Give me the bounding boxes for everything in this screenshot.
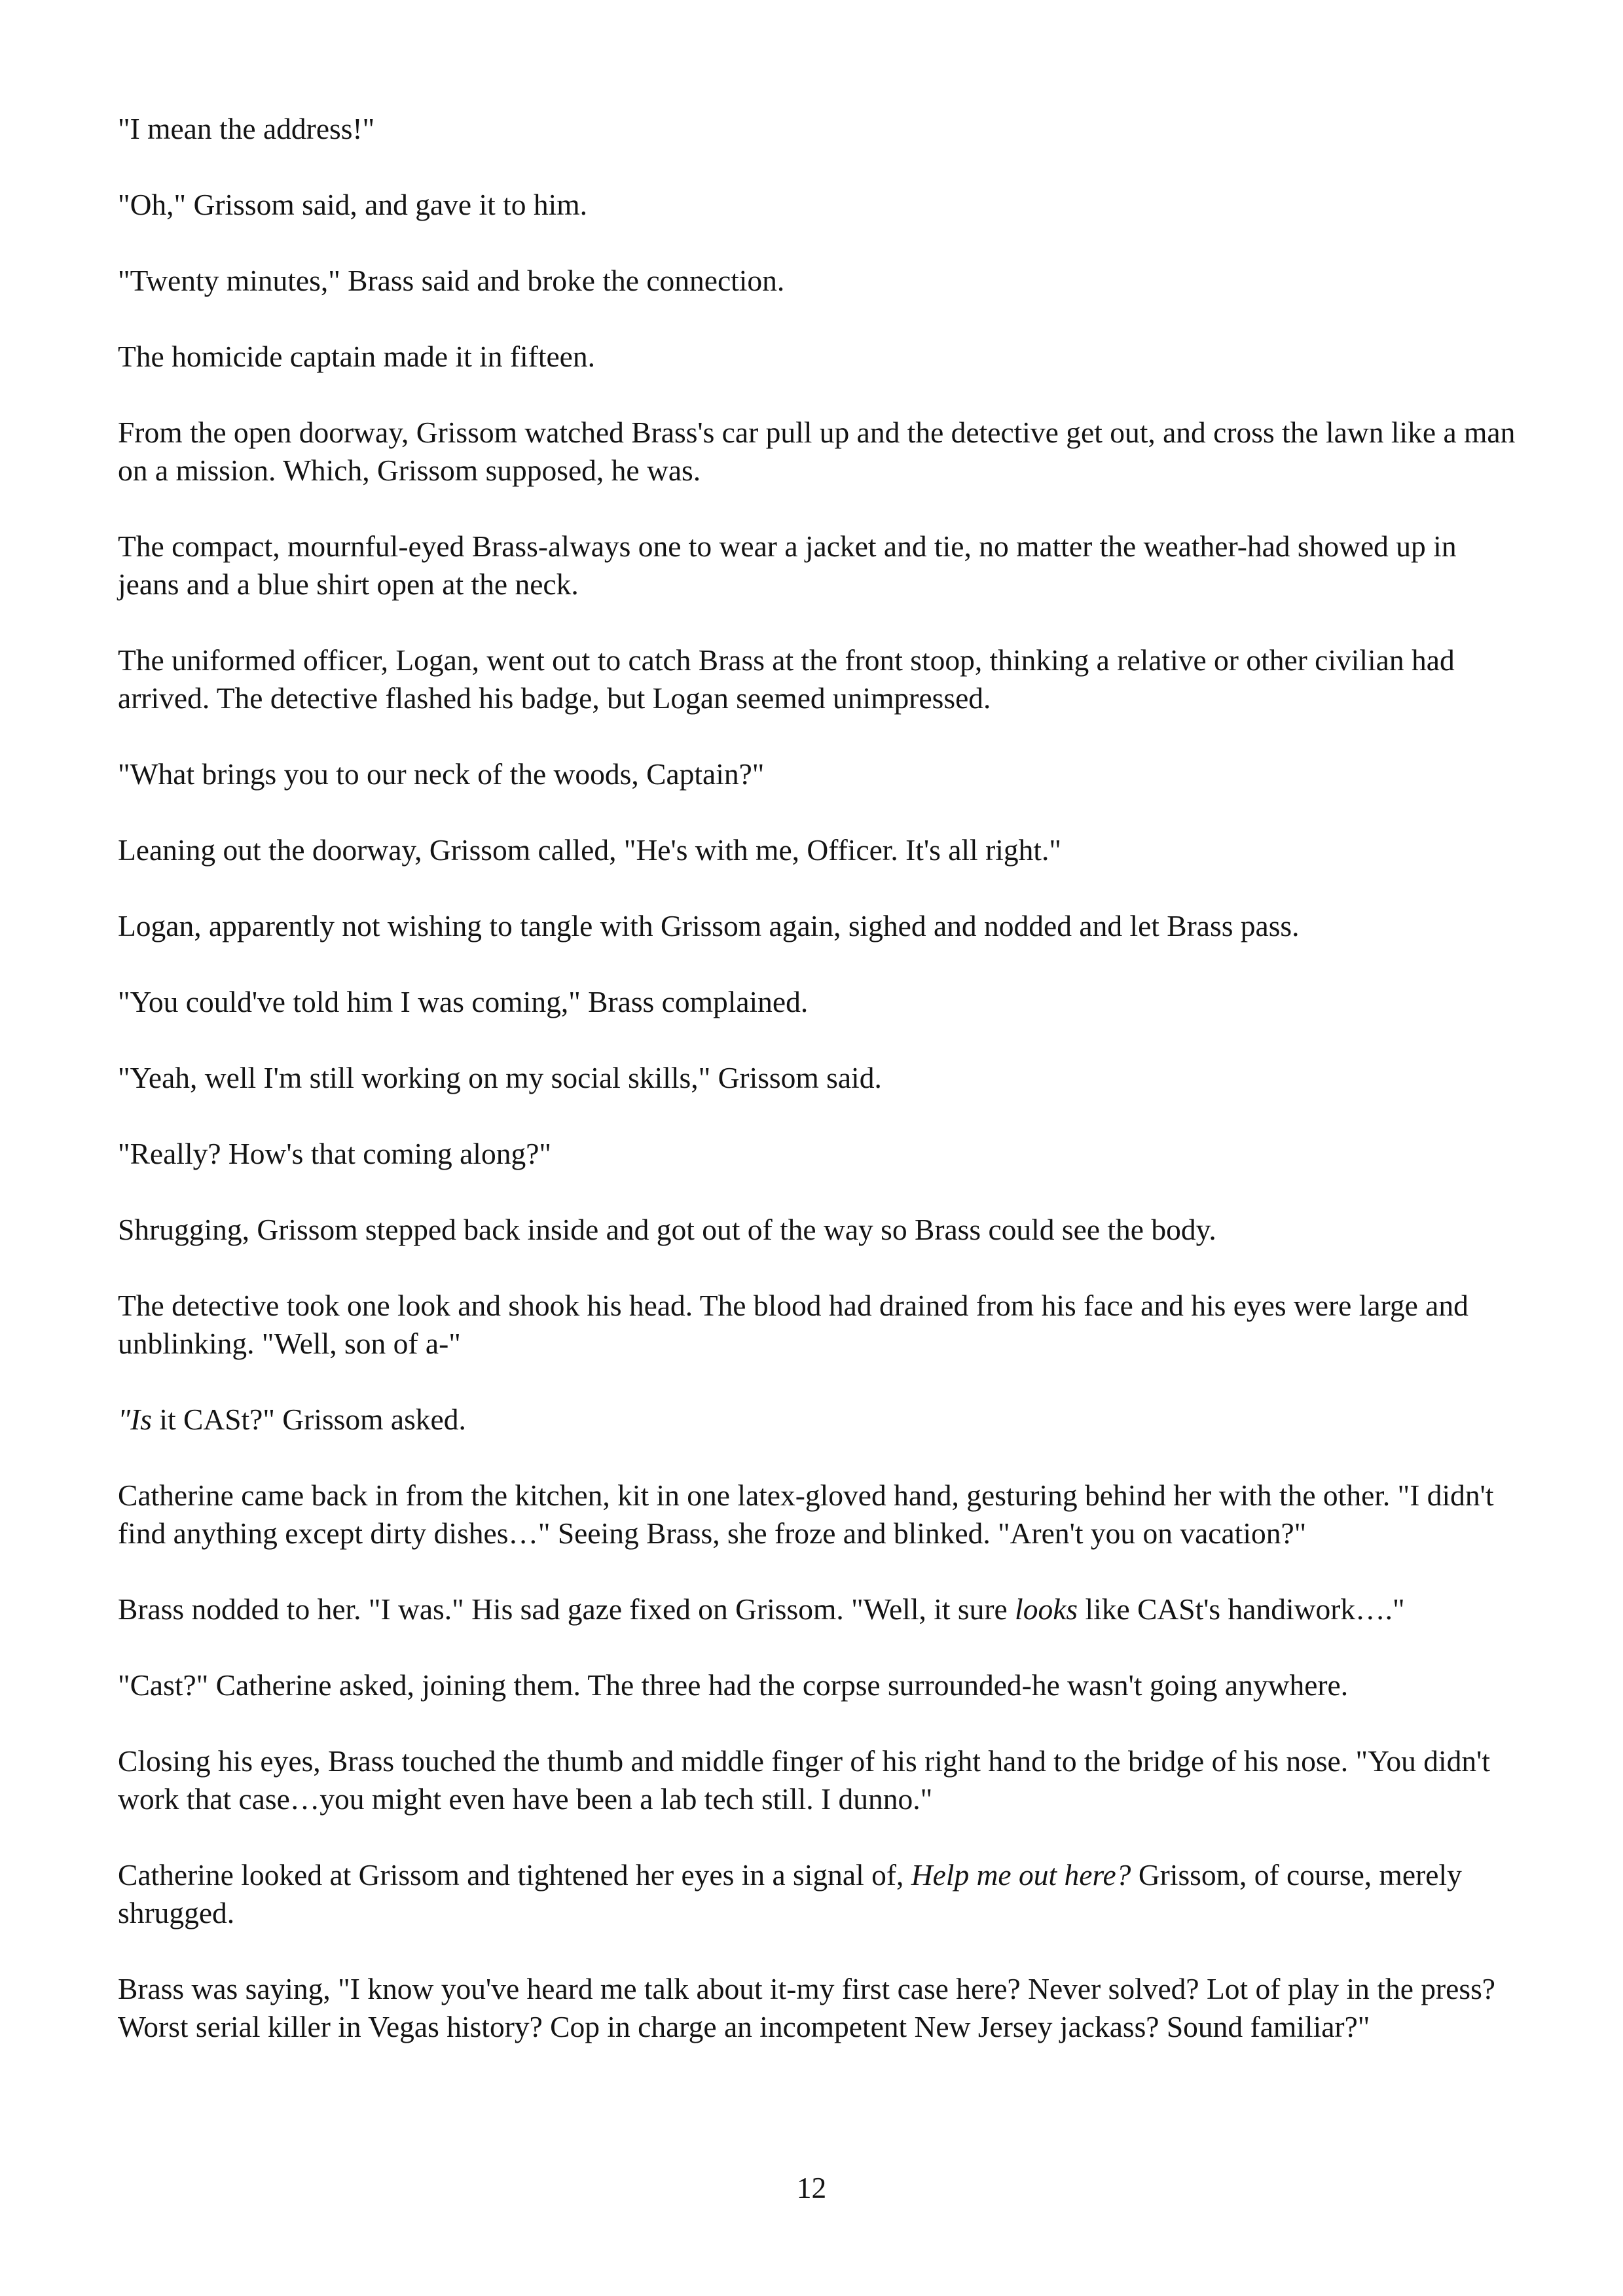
text-run: The uniformed officer, Logan, went out to catch Brass at the front stoop, thinking a relative or other civilian had arrived. The detective flashed his badge, but Logan seemed unimpressed. <box>118 643 1455 715</box>
text-run: Brass was saying, "I know you've heard me talk about it-my first case here? Never solved? Lot of play in the press? Worst serial killer in Vegas history? Cop in charge an incompetent New Jersey jackass? Sound familiar?" <box>118 1972 1495 2043</box>
italic-text: Help me out here? <box>911 1858 1131 1892</box>
paragraph <box>118 1287 1519 1363</box>
text-run: Catherine looked at Grissom and tightened her eyes in a signal of, <box>118 1858 911 1892</box>
paragraph <box>118 262 1519 300</box>
paragraph <box>118 907 1519 945</box>
text-run: The detective took one look and shook his head. The blood had drained from his face and his eyes were large and unblinking. "Well, son of a-" <box>118 1289 1468 1360</box>
paragraph <box>118 338 1519 376</box>
text-run: "What brings you to our neck of the woods, Captain?" <box>118 757 765 791</box>
paragraph <box>118 110 1519 148</box>
paragraph <box>118 186 1519 224</box>
text-run: Logan, apparently not wishing to tangle with Grissom again, sighed and nodded and let Brass pass. <box>118 909 1300 942</box>
text-run: Leaning out the doorway, Grissom called, "He's with me, Officer. It's all right." <box>118 833 1061 867</box>
body-text <box>118 110 1519 2084</box>
text-run: From the open doorway, Grissom watched Brass's car pull up and the detective get out, and cross the lawn like a man on a mission. Which, Grissom supposed, he was. <box>118 416 1516 487</box>
paragraph <box>118 641 1519 717</box>
paragraph <box>118 1856 1519 1932</box>
text-run: it CASt?" Grissom asked. <box>151 1403 466 1436</box>
paragraph <box>118 528 1519 603</box>
text-run: "Twenty minutes," Brass said and broke the connection. <box>118 264 785 297</box>
paragraph <box>118 1135 1519 1173</box>
paragraph <box>118 1477 1519 1552</box>
text-run: "Cast?" Catherine asked, joining them. The three had the corpse surrounded-he wasn't going anywhere. <box>118 1668 1349 1702</box>
text-run: "Oh," Grissom said, and gave it to him. <box>118 188 588 221</box>
text-run: Closing his eyes, Brass touched the thumb and middle finger of his right hand to the bridge of his nose. "You didn't work that case…you might even have been a lab tech still. I dunno." <box>118 1744 1490 1816</box>
italic-text: looks <box>1015 1592 1078 1626</box>
paragraph <box>118 414 1519 490</box>
text-run: "You could've told him I was coming," Brass complained. <box>118 985 809 1018</box>
text-run: Grissom, of course, merely shrugged. <box>118 1858 1462 1929</box>
paragraph <box>118 983 1519 1021</box>
text-run: The compact, mournful-eyed Brass-always one to wear a jacket and tie, no matter the weather-had showed up in jeans and a blue shirt open at the neck. <box>118 529 1457 601</box>
paragraph <box>118 1590 1519 1628</box>
text-run: Brass nodded to her. "I was." His sad gaze fixed on Grissom. "Well, it sure <box>118 1592 1015 1626</box>
paragraph <box>118 1211 1519 1249</box>
paragraph <box>118 1742 1519 1818</box>
page-number: 12 <box>796 2171 827 2204</box>
text-run: Shrugging, Grissom stepped back inside and got out of the way so Brass could see the body. <box>118 1213 1216 1246</box>
paragraph <box>118 1059 1519 1097</box>
italic-text: "Is <box>118 1403 152 1436</box>
paragraph <box>118 1401 1519 1439</box>
paragraph <box>118 831 1519 869</box>
paragraph <box>118 755 1519 793</box>
text-run: The homicide captain made it in fifteen. <box>118 340 595 373</box>
text-run: "I mean the address!" <box>118 112 375 145</box>
text-run: like CASt's handiwork…." <box>1078 1592 1405 1626</box>
text-run: Catherine came back in from the kitchen, kit in one latex-gloved hand, gesturing behind her with the other. "I didn't find anything except dirty dishes…" Seeing Brass, she froze and blinked. "Aren't you on vacation?" <box>118 1479 1494 1550</box>
paragraph <box>118 1666 1519 1704</box>
text-run: "Really? How's that coming along?" <box>118 1137 551 1170</box>
paragraph <box>118 1970 1519 2046</box>
text-run: "Yeah, well I'm still working on my social skills," Grissom said. <box>118 1061 882 1094</box>
